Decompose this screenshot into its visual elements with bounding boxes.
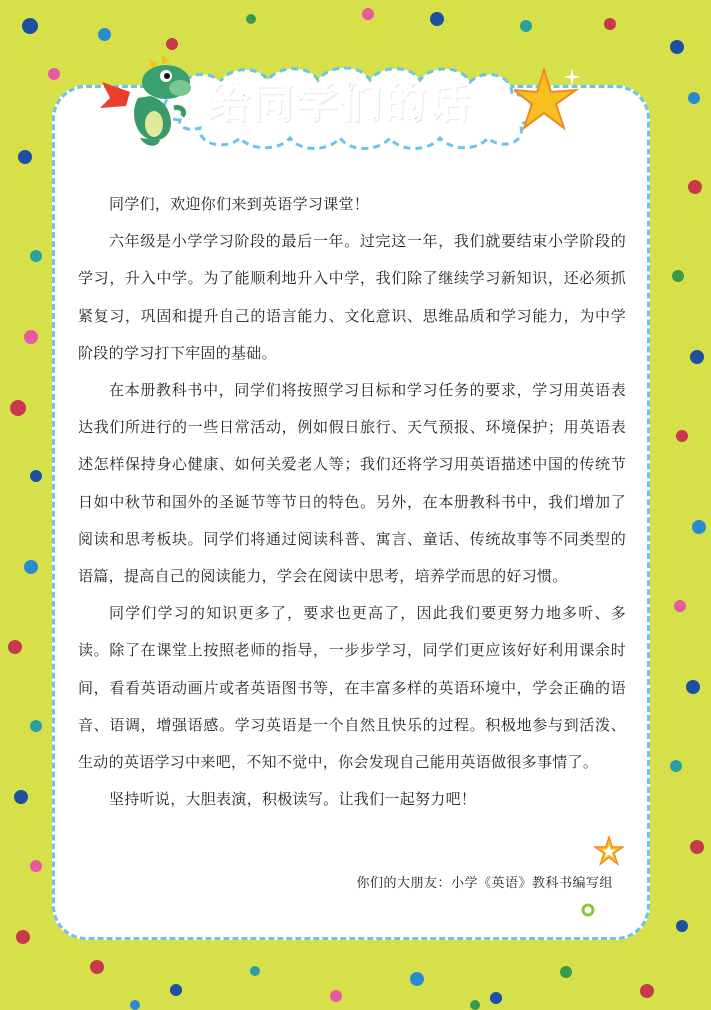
polka-dot bbox=[22, 18, 38, 34]
title-char: 学 bbox=[295, 78, 340, 127]
title-char: 同 bbox=[251, 78, 296, 127]
paragraph: 同学们学习的知识更多了，要求也更高了，因此我们要更努力地多听、多读。除了在课堂上按照老师的指导，一步步学习，同学们更应该好好利用课余时间，看看英语动画片或者英语图书等，在丰富多样的英语环境中，学会正确的语音、语调，增强语感。学习英语是一个自然且快乐的过程。积极地参与到活泼、生动的英语学习中来吧，不知不觉中，你会发现自己能用英语做很多事情了。 bbox=[78, 604, 626, 772]
dragon-mascot-icon bbox=[100, 52, 200, 152]
polka-dot bbox=[130, 1000, 140, 1010]
title-char: 话 bbox=[427, 78, 472, 127]
polka-dot bbox=[690, 350, 704, 364]
sparkle-icon bbox=[563, 68, 581, 86]
polka-dot bbox=[672, 270, 684, 282]
paragraph: 六年级是小学学习阶段的最后一年。过完这一年，我们就要结束小学阶段的学习，升入中学。为了能顺利地升入中学，我们除了继续学习新知识，还必须抓紧复习，巩固和提升自己的语言能力、文化意识、思维品质和学习能力，为中学阶段的学习打下牢固的基础。 bbox=[78, 232, 626, 362]
title-char: 给 bbox=[207, 78, 252, 127]
signature: 你们的大朋友：小学《英语》教科书编写组 bbox=[356, 876, 613, 891]
polka-dot bbox=[30, 860, 42, 872]
polka-dot bbox=[90, 960, 104, 974]
polka-dot bbox=[690, 840, 704, 854]
letter-body bbox=[78, 186, 626, 818]
polka-dot bbox=[8, 640, 22, 654]
polka-dot bbox=[166, 38, 178, 50]
polka-dot bbox=[30, 470, 42, 482]
polka-dot bbox=[410, 972, 424, 986]
small-star-icon bbox=[594, 836, 624, 866]
title-char: 们 bbox=[339, 78, 384, 127]
paragraph: 坚持听说，大胆表演，积极读写。让我们一起努力吧！ bbox=[109, 790, 477, 809]
polka-dot bbox=[330, 990, 342, 1002]
polka-dot bbox=[250, 966, 260, 976]
polka-dot bbox=[560, 966, 572, 978]
title-char: 的 bbox=[383, 78, 428, 127]
polka-dot bbox=[640, 984, 654, 998]
ring-icon bbox=[581, 903, 595, 917]
polka-dot bbox=[692, 520, 706, 534]
polka-dot bbox=[470, 1000, 480, 1010]
page-title bbox=[207, 73, 507, 133]
paragraph: 在本册教科书中，同学们将按照学习目标和学习任务的要求，学习用英语表达我们所进行的一些日常活动，例如假日旅行、天气预报、环境保护；用英语表述怎样保持身心健康、如何关爱老人等；我们还将学习用英语描述中国的传统节日如中秋节和国外的圣诞节等节日的特色。另外，在本册教科书中，我们增加了阅读和思考板块。同学们将通过阅读科普、寓言、童话、传统故事等不同类型的语篇，提高自己的阅读能力，学会在阅读中思考，培养学而思的好习惯。 bbox=[78, 381, 626, 586]
greeting: 同学们，欢迎你们来到英语学习课堂！ bbox=[109, 195, 370, 213]
polka-dot bbox=[490, 992, 502, 1004]
polka-dot bbox=[170, 984, 182, 996]
polka-dot bbox=[48, 68, 60, 80]
polka-dot bbox=[676, 430, 688, 442]
polka-dot bbox=[674, 600, 686, 612]
polka-dot bbox=[676, 920, 688, 932]
polka-dot bbox=[24, 330, 38, 344]
polka-dot bbox=[686, 680, 700, 694]
polka-dot bbox=[670, 760, 682, 772]
polka-dot bbox=[18, 150, 32, 164]
polka-dot bbox=[24, 560, 38, 574]
polka-dot bbox=[14, 790, 28, 804]
polka-dot bbox=[688, 92, 700, 104]
polka-dot bbox=[688, 180, 702, 194]
polka-dot bbox=[604, 18, 616, 30]
polka-dot bbox=[30, 720, 42, 732]
polka-dot bbox=[246, 14, 256, 24]
polka-dot bbox=[10, 400, 26, 416]
polka-dot bbox=[670, 40, 684, 54]
polka-dot bbox=[16, 930, 30, 944]
polka-dot bbox=[430, 12, 444, 26]
polka-dot bbox=[520, 20, 532, 32]
polka-dot bbox=[30, 250, 42, 262]
polka-dot bbox=[362, 8, 374, 20]
polka-dot bbox=[98, 28, 111, 41]
sparkle-icon bbox=[578, 110, 600, 132]
